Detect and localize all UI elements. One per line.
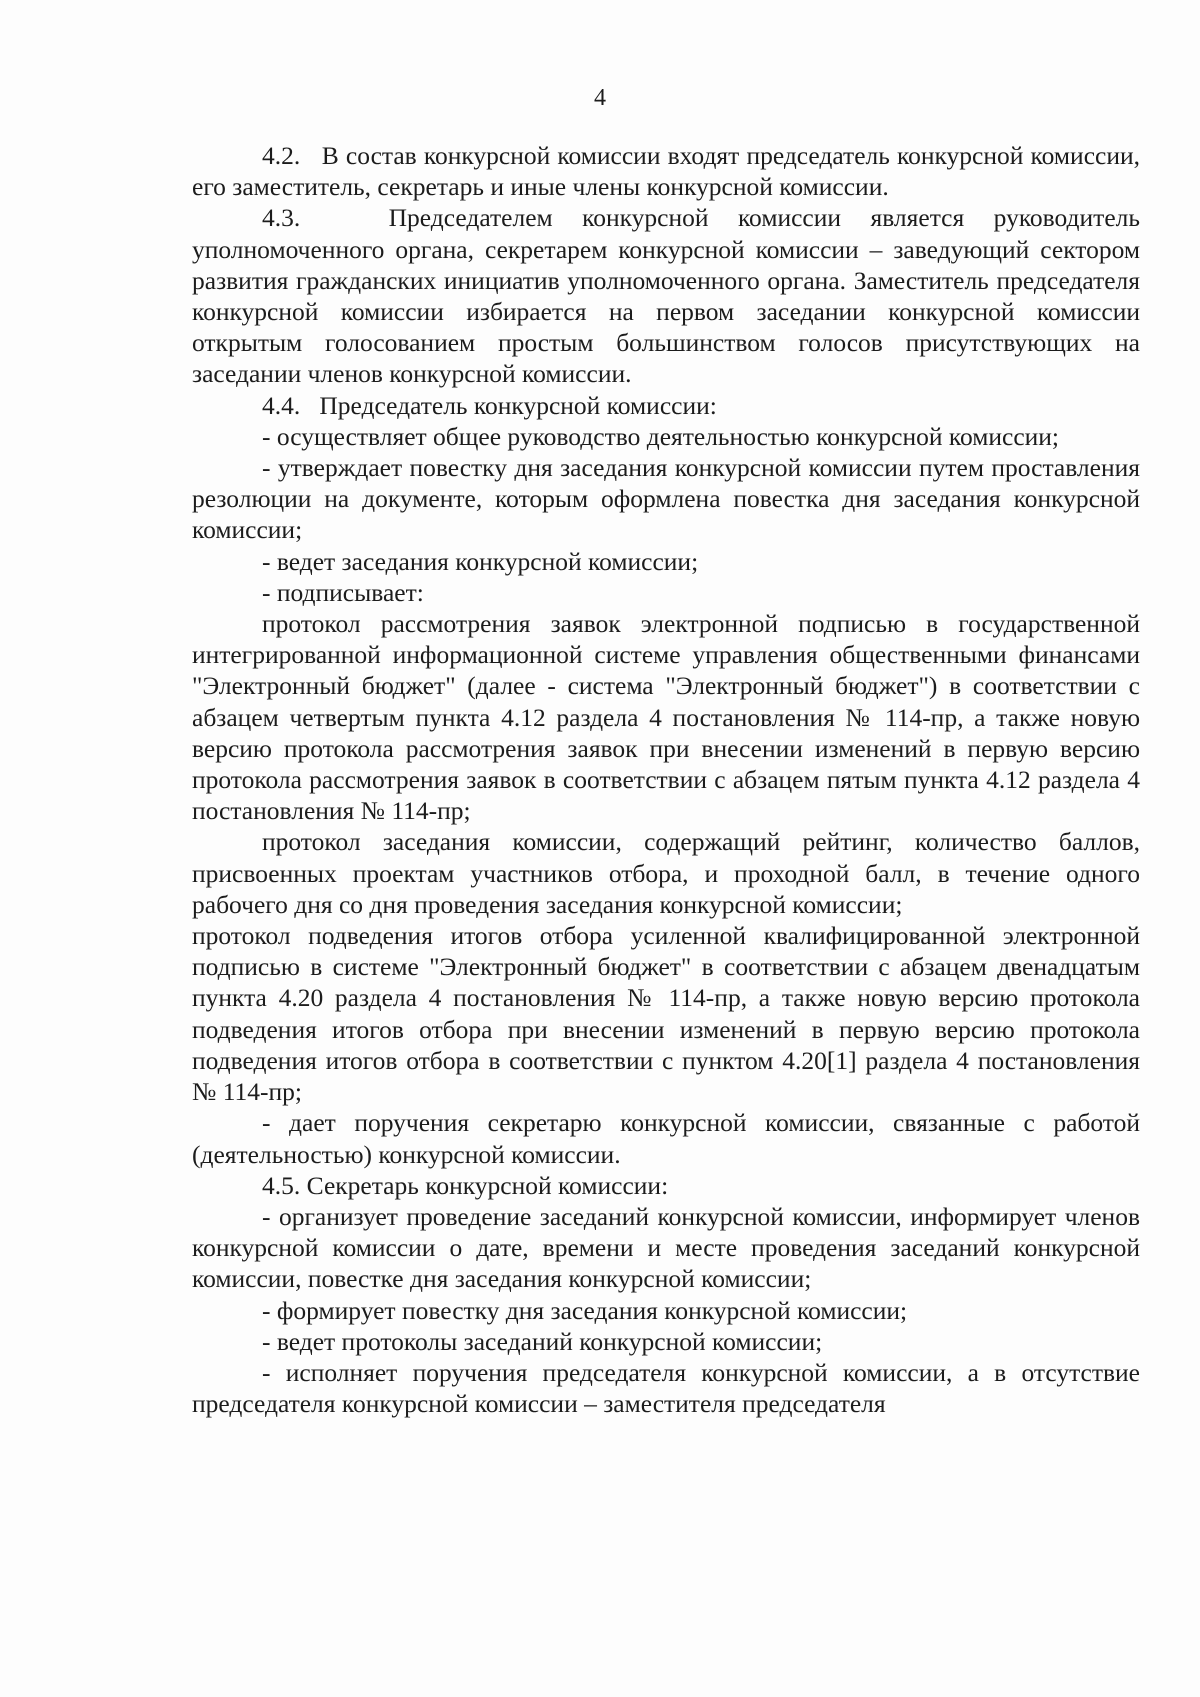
paragraph-4-5-heading: 4.5. Секретарь конкурсной комиссии:	[262, 1170, 669, 1200]
paragraph-4-2: 4.2. В состав конкурсной комиссии входят председатель конкурсной комиссии, его заместитель, секретарь и иные члены конкурсной комиссии.	[192, 141, 1140, 202]
list-item-keeps-protocols: - ведет протоколы заседаний конкурсной комиссии;	[262, 1326, 823, 1356]
list-item-conducts-meetings: - ведет заседания конкурсной комиссии;	[262, 546, 699, 576]
list-item-forms-agenda: - формирует повестку дня заседания конкурсной комиссии;	[262, 1295, 908, 1325]
paragraph-4-3: 4.3. Председателем конкурсной комиссии является руководитель уполномоченного органа, секретарем конкурсной комиссии – заведующий сектором развития гражданских инициатив уполномоченного органа. Заместитель председателя конкурсной комиссии избирается на первом заседании конкурсной комиссии открытым голосованием простым большинством голосов присутствующих на заседании членов конкурсной комиссии.	[192, 203, 1140, 389]
paragraph-protocol-results: протокол подведения итогов отбора усиленной квалифицированной электронной подписью в системе "Электронный бюджет" в соответствии с абзацем двенадцатым пункта 4.20 раздела 4 постановления № 114-пр, а также новую версию протокола подведения итогов отбора при внесении изменений в первую версию протокола подведения итогов отбора в соответствии с пунктом 4.20[1] раздела 4 постановления № 114-пр;	[192, 921, 1140, 1107]
list-item-organizes-meetings: - организует проведение заседаний конкурсной комиссии, информирует членов конкурсной комиссии о дате, времени и месте проведения заседаний конкурсной комиссии, повестке дня заседания конкурсной комиссии;	[192, 1201, 1140, 1294]
list-item-executes-instructions: - исполняет поручения председателя конкурсной комиссии, а в отсутствие председателя конкурсной комиссии – заместителя председателя	[192, 1357, 1140, 1419]
list-item-general-management: - осуществляет общее руководство деятельностью конкурсной комиссии;	[262, 421, 1060, 451]
page-number: 4	[594, 85, 606, 111]
paragraph-protocol-review: протокол рассмотрения заявок электронной подписью в государственной интегрированной информационной системе управления общественными финансами "Электронный бюджет" (далее - система "Электронный бюджет") в соответствии с абзацем четвертым пункта 4.12 раздела 4 постановления № 114-пр, а также новую версию протокола рассмотрения заявок при внесении изменений в первую версию протокола рассмотрения заявок в соответствии с абзацем пятым пункта 4.12 раздела 4 постановления № 114-пр;	[192, 609, 1140, 826]
document-body	[192, 140, 1140, 1419]
list-item-signs: - подписывает:	[262, 577, 424, 607]
list-item-approves-agenda: - утверждает повестку дня заседания конкурсной комиссии путем проставления резолюции на документе, которым оформлена повестка дня заседания конкурсной комиссии;	[192, 453, 1140, 545]
list-item-gives-instructions: - дает поручения секретарю конкурсной комиссии, связанные с работой (деятельностью) конкурсной комиссии.	[192, 1108, 1140, 1169]
paragraph-protocol-meeting: протокол заседания комиссии, содержащий рейтинг, количество баллов, присвоенных проектам участников отбора, и проходной балл, в течение одного рабочего дня со дня проведения заседания конкурсной комиссии;	[192, 827, 1140, 919]
paragraph-4-4-heading: 4.4. Председатель конкурсной комиссии:	[262, 390, 717, 420]
